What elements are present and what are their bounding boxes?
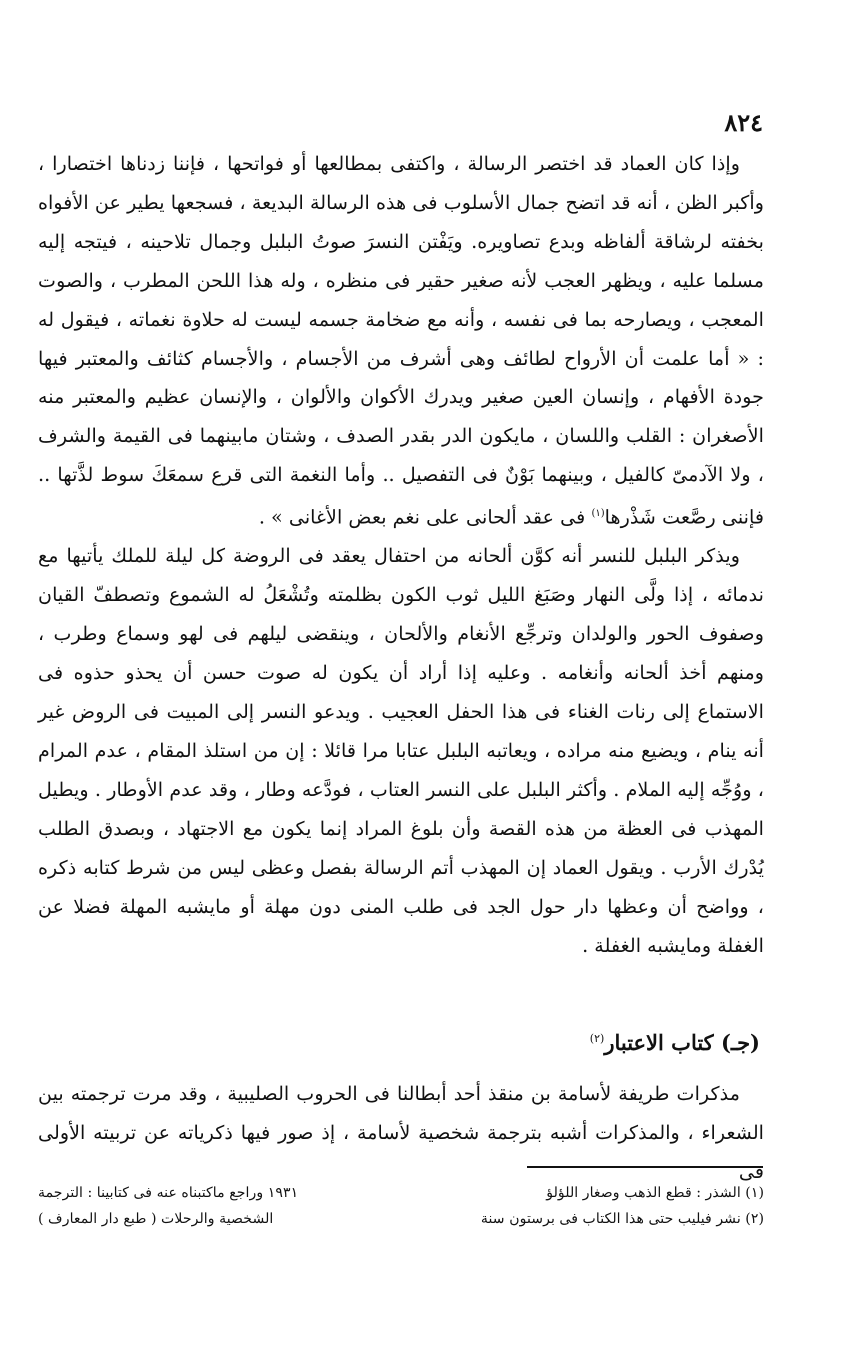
page-number: ٨٢٤ <box>724 108 763 137</box>
section-heading <box>360 1030 760 1055</box>
footnote-2-continuation-2: الشخصية والرحلات ( طبع دار المعارف ) <box>38 1211 274 1227</box>
footnote-row <box>38 1180 764 1206</box>
footnote-row <box>38 1206 764 1232</box>
footnote-divider <box>527 1166 763 1168</box>
section-paragraph: مذكرات طريفة لأسامة بن منقذ أحد أبطالنا فى الحروب الصليبية ، وقد مرت ترجمته بين الشعراء ، والمذكرات أشبه بترجمة شخصية لأسامة ، إذ صور فيها ذكرياته عن تربيته الأولى فى <box>38 1082 764 1183</box>
footnote-1-text: (١) الشذر : قطع الذهب وصغار اللؤلؤ <box>546 1185 764 1201</box>
section-text <box>38 1075 764 1192</box>
footnote-2-text: (٢) نشر فيليب حتى هذا الكتاب فى برستون سنة <box>480 1211 764 1227</box>
paragraph-1-text: وإذا كان العماد قد اختصر الرسالة ، واكتفى بمطالعها أو فواتحها ، فإننا زدناها اختصارا ، وأكبر الظن ، أنه قد اتضح جمال الأسلوب فى هذه الرسالة البديعة ، فسجعها يطير عن الأفواه بخفته لرشاقة ألفاظه وبدع تصاويره. ويَفْتن النسرَ صوتُ البلبل وجمال تلاحينه ، فيتجه إليه مسلما عليه ، ويظهر العجب لأنه صغير حقير فى منظره ، وله هذا اللحن المطرب ، والصوت المعجب ، ويصارحه بما فى نفسه ، وأنه مع ضخامة جسمه ليست له حلاوة نغماته ، فيقول له : « أما علمت أن الأرواح لطائف وهى أشرف من الأجسام ، والأجسام كثائف والمعتبر فيها جودة الأفهام ، وإنسان العين صغير ويدرك الأكوان والألوان ، والإنسان عظيم والمعتبر منه الأصغران : القلب واللسان ، مايكون الدر بقدر الصدف ، وشتان مابينهما فى القيمة والشرف ، ولا الآدمىّ كالفيل ، وبينهما بَوْنٌ فى التفصيل .. وأما النغمة التى قرع سمعَكَ سوط لذَّتها .. فإننى رصَّعت شَذْرها <box>38 152 764 529</box>
footnote-2-continuation: ١٩٣١ وراجع ماكتبناه عنه فى كتابينا : الترجمة <box>38 1185 299 1201</box>
paragraph-1 <box>38 145 764 537</box>
footnote-ref-1: (١) <box>591 508 605 520</box>
paragraph-1-end: فى عقد ألحانى على نغم بعض الأغانى » . <box>258 505 592 529</box>
footnote-ref-2: (٢) <box>589 1032 605 1045</box>
main-text <box>38 145 764 965</box>
section-heading-text: (جـ) كتاب الاعتبار <box>604 1030 760 1055</box>
footnotes <box>38 1180 764 1232</box>
paragraph-2: ويذكر البلبل للنسر أنه كوَّن ألحانه من احتفال يعقد فى الروضة كل ليلة للملك يأتيها مع ندمائه ، إذا ولَّى النهار وصَبَغ الليل ثوب الكون بظلمته وتُشْعَلُ له الشموع وتصطفّ القيان وصفوف الحور والولدان وترجِّع الأنغام والألحان ، وينقضى ليلهم فى لهو وسماع وطرب ، ومنهم أخذ ألحانه وأنغامه . وعليه إذا أراد أن يكون له صوت حسن أن يحذو حذوه فى الاستماع إلى رنات الغناء فى هذا الحفل العجيب . ويدعو النسر إلى المبيت فى الروض غير أنه ينام ، ويضيع منه مراده ، ويعاتبه البلبل عتابا مرا قائلا : إن من استلذ المقام ، عدم المرام ، ووُجِّه إليه الملام . وأكثر البلبل على النسر العتاب ، فودَّعه وطار ، وقد عدم الأوطار . ويطيل المهذب فى العظة من هذه القصة وأن بلوغ المراد إنما يكون مع الاجتهاد ، وبصدق الطلب يُدْرك الأرب . ويقول العماد إن المهذب أتم الرسالة بفصل وعظى ليس من شرط كتابه ذكره ، وواضح أن وعظها دار حول الجد فى طلب المنى دون مهلة أو مايشبه المهلة فضلا عن الغفلة ومايشبه الغفلة . <box>38 544 764 957</box>
